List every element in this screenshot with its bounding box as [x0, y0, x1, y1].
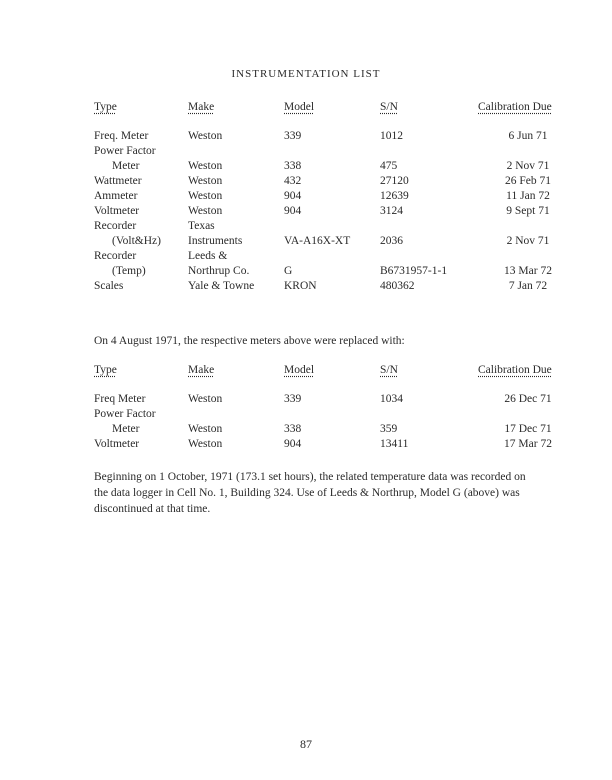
make-cell: Yale & Towne	[188, 280, 255, 292]
table-header-row	[94, 363, 578, 378]
table-row	[94, 219, 578, 234]
header-model: Model	[284, 101, 315, 113]
make-cell	[188, 144, 284, 159]
make-cell: Leeds &	[188, 250, 228, 262]
make-cell: Weston	[188, 423, 223, 435]
serial-number-cell: 1034	[380, 393, 403, 405]
calibration-due-cell: 6 Jun 71	[508, 130, 548, 142]
serial-number-cell	[380, 219, 478, 234]
type-cell: Freq. Meter	[94, 130, 149, 142]
table-row	[94, 189, 578, 204]
calibration-due-cell: 17 Mar 72	[504, 438, 552, 450]
serial-number-cell	[380, 144, 478, 159]
calibration-due-cell	[478, 249, 578, 264]
table-row	[94, 249, 578, 264]
model-cell: G	[284, 265, 293, 277]
type-cell: Voltmeter	[94, 205, 140, 217]
make-cell: Weston	[188, 438, 223, 450]
make-cell: Weston	[188, 130, 223, 142]
type-cell: Meter	[112, 423, 140, 435]
replacement-table	[94, 363, 578, 452]
table-row	[94, 159, 578, 174]
type-cell: Recorder	[94, 220, 137, 232]
calibration-due-cell: 26 Feb 71	[505, 175, 551, 187]
header-make: Make	[188, 364, 215, 376]
page-title: INSTRUMENTATION LIST	[231, 68, 381, 80]
make-cell: Weston	[188, 160, 223, 172]
header-sn: S/N	[380, 101, 398, 113]
header-calibration-due: Calibration Due	[478, 364, 552, 376]
table-row	[94, 144, 578, 159]
table-row	[94, 264, 578, 279]
calibration-due-cell: 11 Jan 72	[506, 190, 550, 202]
header-type: Type	[94, 101, 117, 113]
serial-number-cell: B6731957-1-1	[380, 265, 448, 277]
type-cell: (Volt&Hz)	[112, 235, 161, 247]
replacement-note: On 4 August 1971, the respective meters above were replaced with:	[94, 335, 405, 347]
type-cell: Scales	[94, 280, 124, 292]
table-row	[94, 279, 578, 294]
type-cell: (Temp)	[112, 265, 146, 277]
make-cell: Weston	[188, 190, 223, 202]
header-model: Model	[284, 364, 315, 376]
type-cell: Power Factor	[94, 145, 156, 157]
calibration-due-cell	[478, 219, 578, 234]
make-cell: Instruments	[188, 235, 243, 247]
serial-number-cell: 475	[380, 160, 398, 172]
serial-number-cell: 12639	[380, 190, 409, 202]
type-cell: Wattmeter	[94, 175, 142, 187]
model-cell: KRON	[284, 280, 317, 292]
type-cell: Voltmeter	[94, 438, 140, 450]
type-cell: Freq Meter	[94, 393, 146, 405]
model-cell	[284, 144, 380, 159]
calibration-due-cell	[478, 144, 578, 159]
model-cell: 339	[284, 393, 302, 405]
table-row	[94, 422, 578, 437]
make-cell: Texas	[188, 220, 215, 232]
calibration-due-cell: 13 Mar 72	[504, 265, 552, 277]
serial-number-cell	[380, 249, 478, 264]
model-cell: 338	[284, 423, 302, 435]
model-cell: 904	[284, 190, 302, 202]
calibration-due-cell: 26 Dec 71	[504, 393, 552, 405]
calibration-due-cell: 7 Jan 72	[508, 280, 548, 292]
model-cell: 904	[284, 438, 302, 450]
serial-number-cell: 480362	[380, 280, 415, 292]
model-cell: 339	[284, 130, 302, 142]
calibration-due-cell	[478, 407, 578, 422]
header-type: Type	[94, 364, 117, 376]
header-sn: S/N	[380, 364, 398, 376]
serial-number-cell	[380, 407, 478, 422]
calibration-due-cell: 9 Sept 71	[506, 205, 550, 217]
serial-number-cell: 359	[380, 423, 398, 435]
make-cell	[188, 407, 284, 422]
model-cell: 338	[284, 160, 302, 172]
model-cell: 904	[284, 205, 302, 217]
make-cell: Weston	[188, 175, 223, 187]
model-cell: VA-A16X-XT	[284, 235, 351, 247]
header-calibration-due: Calibration Due	[478, 101, 552, 113]
model-cell	[284, 407, 380, 422]
table-row	[94, 234, 578, 249]
page-number: 87	[300, 737, 312, 751]
serial-number-cell: 1012	[380, 130, 403, 142]
instrumentation-table	[94, 100, 578, 294]
make-cell: Northrup Co.	[188, 265, 250, 277]
table-row	[94, 407, 578, 422]
make-cell: Weston	[188, 205, 223, 217]
calibration-due-cell: 17 Dec 71	[504, 423, 552, 435]
type-cell: Ammeter	[94, 190, 138, 202]
calibration-due-cell: 2 Nov 71	[506, 235, 550, 247]
serial-number-cell: 3124	[380, 205, 403, 217]
calibration-due-cell: 2 Nov 71	[506, 160, 550, 172]
temperature-data-note: Beginning on 1 October, 1971 (173.1 set hours), the related temperature data was recorded on the data logger in Cell No. 1, Building 324. Use of Leeds & Northrup, Model G (above) was discontinued at that time.	[94, 471, 526, 515]
table-row	[94, 174, 578, 189]
table-header-row	[94, 100, 578, 115]
table-row	[94, 129, 578, 144]
table-row	[94, 437, 578, 452]
serial-number-cell: 2036	[380, 235, 403, 247]
model-cell	[284, 219, 380, 234]
header-make: Make	[188, 101, 215, 113]
serial-number-cell: 13411	[380, 438, 409, 450]
type-cell: Recorder	[94, 250, 137, 262]
serial-number-cell: 27120	[380, 175, 409, 187]
make-cell: Weston	[188, 393, 223, 405]
table-row	[94, 392, 578, 407]
model-cell: 432	[284, 175, 302, 187]
table-row	[94, 204, 578, 219]
type-cell: Power Factor	[94, 408, 156, 420]
type-cell: Meter	[112, 160, 140, 172]
model-cell	[284, 249, 380, 264]
